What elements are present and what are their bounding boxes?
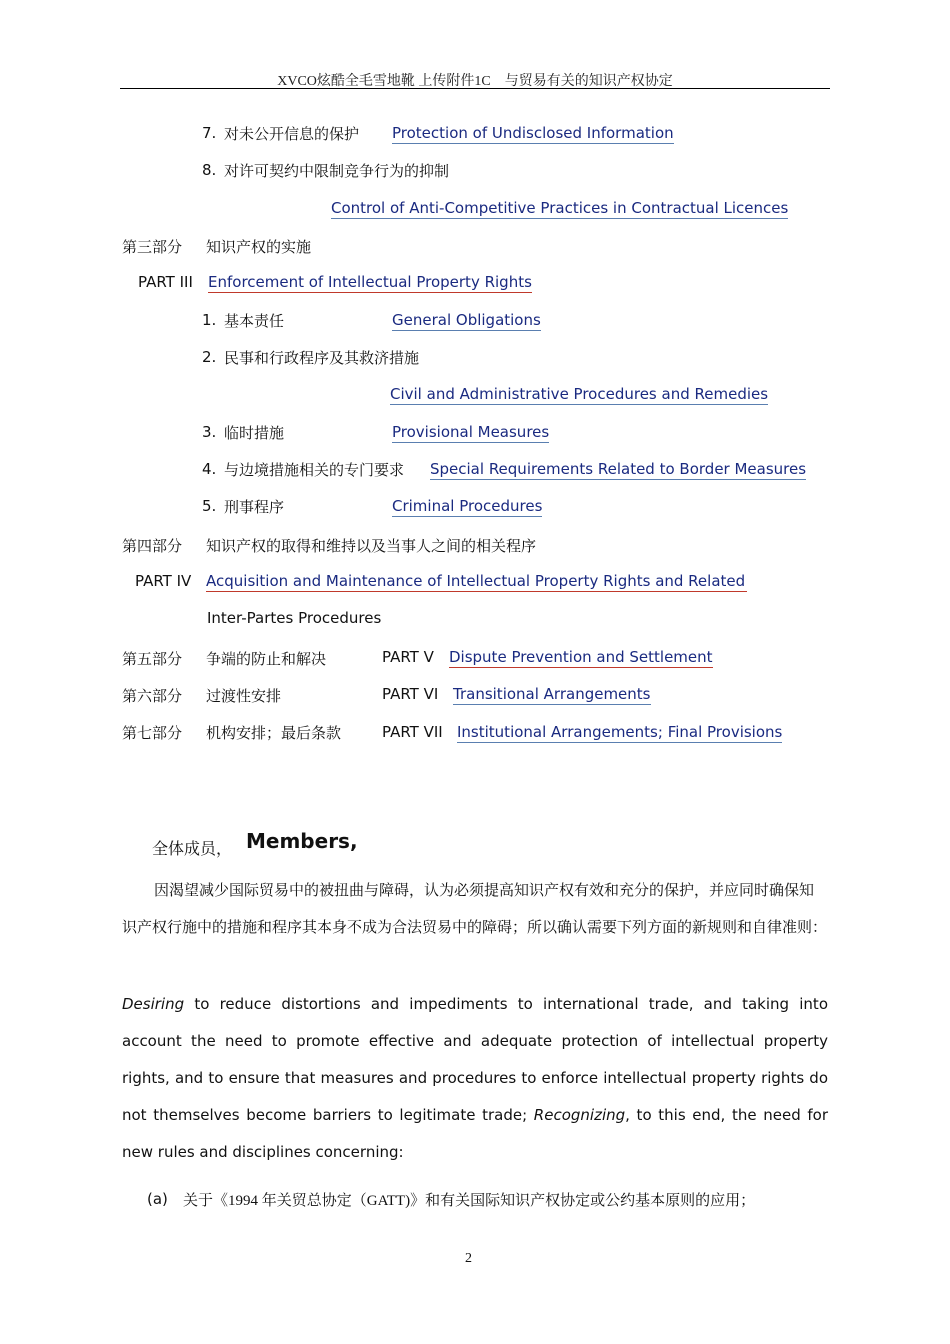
part-3-item-1-cn: 基本责任 (224, 314, 285, 330)
part-4-en-label: PART IV (135, 572, 192, 590)
part-3-item-5-cn: 刑事程序 (224, 500, 285, 516)
part-6-cn-title: 过渡性安排 (206, 687, 282, 705)
part-3-item-3-cn: 临时措施 (224, 426, 285, 442)
part-3-en-link[interactable]: Enforcement of Intellectual Property Rights (208, 273, 532, 291)
part-7-en-link[interactable]: Institutional Arrangements; Final Provisions (457, 723, 783, 741)
toc-item-8-cn: 对许可契约中限制竞争行为的抑制 (224, 164, 450, 180)
toc-item-7-cn: 对未公开信息的保护 (224, 127, 360, 143)
part-4-en-title-line-2: Inter-Partes Procedures (207, 609, 382, 627)
part-3-item-5-number: 5. (202, 497, 217, 515)
part-3-item-2-cn: 民事和行政程序及其救济措施 (224, 351, 420, 367)
members-en: Members, (246, 829, 358, 853)
preamble-en-part-2: , to this end, the need for new rules and disciplines concerning: (122, 1106, 828, 1161)
part-3-item-4-cn: 与边境措施相关的专门要求 (224, 463, 405, 479)
part-3-item-1-link[interactable]: General Obligations (392, 311, 541, 329)
page-header: XVCO炫酷全毛雪地靴 上传附件1C 与贸易有关的知识产权协定 (277, 74, 673, 89)
preamble-en-paragraph (122, 986, 828, 1171)
members-cn: 全体成员， (152, 841, 233, 858)
part-3-cn-label: 第三部分 (122, 238, 183, 256)
part-3-en-label: PART III (138, 273, 193, 291)
part-4-cn-title: 知识产权的取得和维持以及当事人之间的相关程序 (206, 537, 537, 555)
part-4-cn-label: 第四部分 (122, 537, 183, 555)
toc-item-8-link[interactable]: Control of Anti-Competitive Practices in Contractual Licences (331, 199, 789, 217)
part-3-item-2-number: 2. (202, 348, 217, 366)
part-5-cn-title: 争端的防止和解决 (206, 650, 327, 668)
item-a-label: (a) (147, 1190, 168, 1208)
part-7-cn-label: 第七部分 (122, 724, 183, 742)
part-5-en-link[interactable]: Dispute Prevention and Settlement (449, 648, 713, 666)
part-5-en-label: PART V (382, 648, 434, 666)
part-7-cn-title: 机构安排；最后条款 (206, 724, 342, 742)
item-a-text: 关于《1994 年关贸总协定（GATT)》和有关国际知识产权协定或公约基本原则的应用； (183, 1193, 756, 1209)
part-6-en-link[interactable]: Transitional Arrangements (453, 685, 651, 703)
part-6-en-label: PART VI (382, 685, 439, 703)
part-4-en-link[interactable]: Acquisition and Maintenance of Intellectual Property Rights and Related (206, 572, 746, 590)
part-3-item-1-number: 1. (202, 311, 217, 329)
preamble-en-part-1: to reduce distortions and impediments to international trade, and taking into account the need to promote effective and adequate protection of intellectual property rights, and to ensure that measures and procedures to enforce intellectual property rights do not themselves become barriers to legitimate trade; (122, 995, 828, 1124)
part-3-item-3-number: 3. (202, 423, 217, 441)
preamble-recognizing: Recognizing (533, 1106, 626, 1124)
part-3-cn-title: 知识产权的实施 (206, 238, 312, 256)
part-3-item-4-link[interactable]: Special Requirements Related to Border Measures (430, 460, 807, 478)
preamble-desiring: Desiring (122, 995, 185, 1013)
preamble-cn-paragraph: 因渴望减少国际贸易中的被扭曲与障碍，认为必须提高知识产权有效和充分的保护，并应同时确保知识产权行施中的措施和程序其本身不成为合法贸易中的障碍；所以确认需要下列方面的新规则和自律准则： (122, 883, 828, 936)
page-number: 2 (465, 1251, 472, 1266)
toc-item-7-number: 7. (202, 124, 217, 142)
header-rule (120, 88, 830, 89)
toc-item-8-number: 8. (202, 161, 217, 179)
part-3-item-4-number: 4. (202, 460, 217, 478)
part-5-cn-label: 第五部分 (122, 650, 183, 668)
part-3-item-2-link[interactable]: Civil and Administrative Procedures and Remedies (390, 385, 769, 403)
toc-item-7-link[interactable]: Protection of Undisclosed Information (392, 124, 674, 142)
part-3-item-5-link[interactable]: Criminal Procedures (392, 497, 543, 515)
part-3-item-3-link[interactable]: Provisional Measures (392, 423, 550, 441)
part-6-cn-label: 第六部分 (122, 687, 183, 705)
part-7-en-label: PART VII (382, 723, 443, 741)
